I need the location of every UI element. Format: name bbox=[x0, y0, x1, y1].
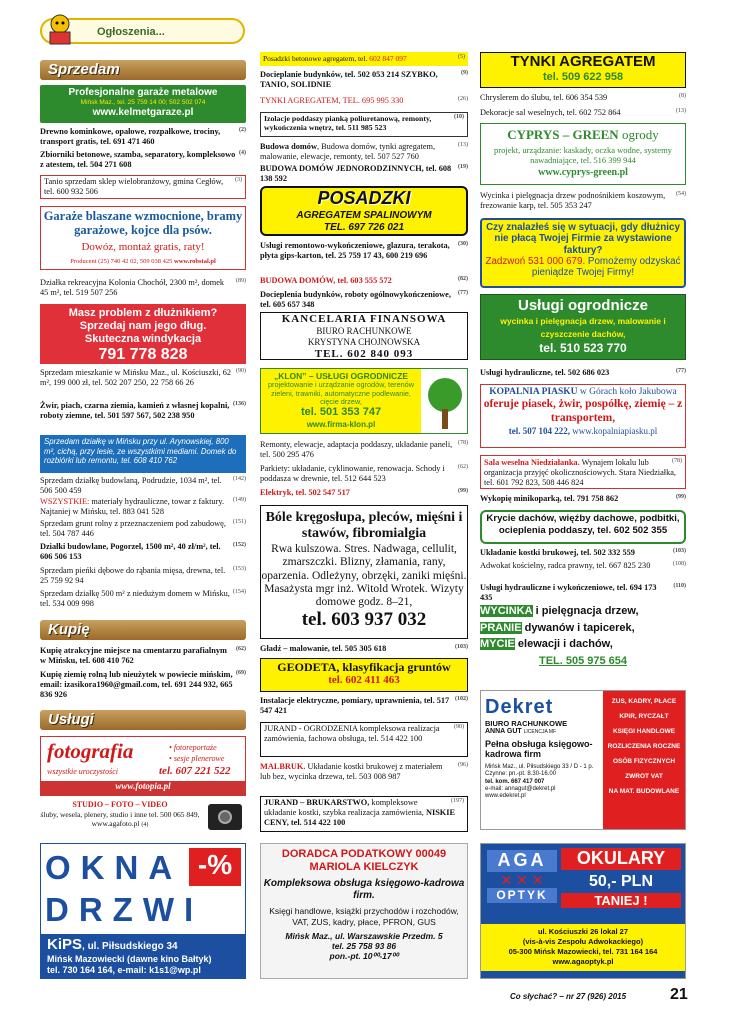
ad-wycinka: WYCINKA i pielęgnacja drzew, PRANIE dywanów i tapicerek, MYCIE elewacji i dachów, TEL. 505 975 654 bbox=[480, 605, 639, 667]
ad-item: (89) Działka rekreacyjna Kolonia Chochół, 2300 m², domek 45 m², tel. 519 507 256 bbox=[40, 278, 246, 297]
ad-item: (153) Sprzedam pieńki dębowe do rąbania mięsa, drewna, tel. 25 759 92 94 bbox=[40, 566, 246, 585]
ad-item: (19) BUDOWA DOMÓW JEDNORODZINNYCH, tel. 608 138 592 bbox=[260, 164, 468, 183]
dekret-service-item: KPiR, RYCZAŁT bbox=[619, 712, 669, 720]
dekret-service-item: ZUS, KADRY, PŁACE bbox=[611, 698, 677, 705]
ad-item: (90) JURAND - OGRODZENIA kompleksowa realizacja zamówienia, fachowa obsługa, tel. 514 422 100 bbox=[260, 722, 468, 757]
ad-item: (69) Kupię ziemię rolną lub nieużytek w powiecie mińskim, email: izasikora1960@gmail.com, tel. 691 244 932, 665 836 926 bbox=[40, 670, 246, 699]
issue-info: Co słychać? – nr 27 (926) 2015 bbox=[510, 992, 627, 1001]
ad-uslugi-ogrodnicze: Usługi ogrodnicze wycinka i pielęgnacja drzew, malowanie i czyszczenie dachów, tel. 510 523 770 bbox=[480, 294, 686, 360]
ad-item: (26) TYNKI AGREGATEM, TEL. 695 995 330 bbox=[260, 96, 468, 105]
ad-item: (54) Wycinka i pielęgnacja drzew podnośnikiem koszowym, frezowanie karp, tel. 505 353 247 bbox=[480, 191, 686, 210]
ad-masaz: Bóle kręgosłupa, pleców, mięśni i stawów, fibromialgia Rwa kulszowa. Stres. Nadwaga, cellulit, zmarszczki. Blizny, złamania, rany, oparzenia. Odleżyny, obrzęki, zaniki mięśni. Masażysta mgr inż. Witold Wrotek. Wizyty domowe godz. 8–21, tel. 603 937 032 bbox=[260, 505, 468, 639]
ad-item: (154) Sprzedam działkę 500 m² z niedużym domem w Mińsku, tel. 534 009 998 bbox=[40, 589, 246, 608]
ad-item: (62) Parkiety: układanie, cyklinowanie, renowacja. Schody i poddasza w drewnie, tel. 512 644 523 bbox=[260, 464, 468, 483]
tree-icon bbox=[425, 375, 465, 431]
ad-item: (8) Chryslerem do ślubu, tel. 606 354 539 bbox=[480, 93, 686, 102]
ad-item: (142) Sprzedam działkę budowlaną, Podrudzie, 1034 m², tel. 506 500 459 bbox=[40, 476, 246, 495]
ad-item: (13) Budowa domów, Budowa domów, tynki agregatem, malowanie, elewacje, remonty, tel. 507 527 760 bbox=[260, 142, 468, 161]
ad-item: (152) Działki budowlane, Pogorzel, 1500 m², 40 zł/m², tel. 606 506 153 bbox=[40, 542, 246, 561]
ad-sala: (78) Sala weselna Niedziałanka. Wynajem lokalu lub organizacja przyjęć okolicznościowych. Stara Niedziałka, tel. 601 792 823, 508 446 824 bbox=[480, 455, 686, 489]
dekret-service-list bbox=[603, 691, 685, 829]
ad-item: (108) Adwokat kościelny, radca prawny, tel. 667 825 230 bbox=[480, 561, 686, 570]
page-number: 21 bbox=[670, 986, 688, 1003]
ad-item: (149) WSZYSTKIE: materiały hydrauliczne, towar z faktury. Najtaniej w Mińsku, tel. 883 041 528 bbox=[40, 497, 246, 516]
ad-kancelaria: KANCELARIA FINANSOWA BIURO RACHUNKOWE KRYSTYNA CHOJNOWSKA TEL. 602 840 093 bbox=[260, 312, 468, 360]
dekret-service-item: ZWROT VAT bbox=[625, 772, 663, 780]
section-sprzedam: Sprzedam bbox=[40, 60, 246, 80]
ad-dekret: Dekret BIURO RACHUNKOWE ANNA GUT LICENCJA MF Pełna obsługa księgowo-kadrowa firm Mińsk Maz., ul. Piłsudskiego 33 / D - 1 p. Czynne: pn.-pt. 8.30-16.00 tel. kom. 667 417 007 e-mail: annagut@dekret.pl www.edekret.pl ZUS, KADRY, PŁACE KPiR, RYCZAŁT KSIĘGI HANDLOWE ROZLICZENIA ROCZNE OSÓB FIZYCZNYCH ZWROT VAT NA MAT. BUDOWLANE bbox=[480, 690, 686, 830]
dekret-service-item: KSIĘGI HANDLOWE bbox=[612, 727, 676, 735]
ad-item: (103) Układanie kostki brukowej, tel. 502 332 559 bbox=[480, 548, 686, 557]
ad-okna-drzwi: OKNA -% DRZWI KiPS, ul. Piłsudskiego 34 Mińsk Mazowiecki (dawne kino Bałtyk) tel. 730 164 164, e-mail: k1s1@wp.pl bbox=[40, 843, 246, 979]
header-title: Ogłoszenia... bbox=[97, 26, 165, 38]
ad-cyprys: CYPRYS – GREEN ogrody projekt, urządzanie: kaskady, oczka wodne, systemy nawadniające, tel. 516 399 944 www.cyprys-green.pl bbox=[480, 123, 686, 185]
ad-item: (96) MALBRUK. Układanie kostki brukowej z materiałem lub bez, wycinka drzewa, tel. 503 008 987 bbox=[260, 762, 468, 781]
dekret-service-item: NA MAT. BUDOWLANE bbox=[608, 787, 680, 795]
ad-item: (99) Wykopię minikoparką, tel. 791 758 862 bbox=[480, 494, 686, 503]
ad-item: (10) Izolacje poddaszy pianką poliuretanową, remonty, wykończenia wnętrz, tel. 511 985 523 bbox=[260, 112, 468, 137]
dekret-service-item: ROZLICZENIA ROCZNE bbox=[607, 742, 681, 750]
dekret-service-item: OSÓB FIZYCZNYCH bbox=[612, 757, 676, 765]
ad-debt-collection: Masz problem z dłużnikiem? Sprzedaj nam jego dług. Skuteczna windykacja 791 778 828 bbox=[40, 304, 246, 364]
ad-item: (5) Posadzki betonowe agregatem, tel. 602 847 097 bbox=[260, 52, 468, 66]
ad-fotografia: fotografia • fotoreportaże • sesje plenerowe wszystkie uroczystości tel. 607 221 522 www.fotopia.pl bbox=[40, 736, 246, 796]
ad-aga-optyk: AGA ✕ ✕ ✕ OPTYK OKULARY 50,- PLN TANIEJ ! ul. Kościuszki 26 lokal 27 (vis-à-vis Zespołu Adwokackiego) 05-300 Mińsk Mazowiecki, tel. 731 164 164 www.agaoptyk.pl bbox=[480, 843, 686, 979]
ad-kopalnia: KOPALNIA PIASKU w Górach koło Jakubowa oferuje piasek, żwir, pospółkę, ziemię – z transportem, tel. 507 104 222, www.kopalniapiasku.pl bbox=[480, 384, 686, 448]
ad-item: (90) Sprzedam mieszkanie w Mińsku Maz., ul. Kościuszki, 62 m², 199 000 zł, tel. 502 207 250, 22 758 66 26 bbox=[40, 368, 246, 387]
section-uslugi: Usługi bbox=[40, 710, 246, 730]
ad-item: (9) Docieplanie budynków, tel. 502 053 214 SZYBKO, TANIO, SOLIDNIE bbox=[260, 70, 468, 89]
ad-item: (110) Usługi hydrauliczne i wykończeniowe, tel. 694 173 435 bbox=[480, 583, 686, 602]
ad-studio: STUDIO – FOTO – VIDEO śluby, wesela, plenery, studio i inne tel. 500 065 849, www.agafoto.pl (4) bbox=[40, 800, 246, 834]
ad-item: (151) Sprzedam grunt rolny z przeznaczeniem pod zabudowę, tel. 504 787 446 bbox=[40, 519, 246, 538]
ad-item: (103) Gładź – malowanie, tel. 505 305 618 bbox=[260, 644, 468, 653]
ad-tin-garages: Garaże blaszane wzmocnione, bramy garażowe, kojce dla psów. Dowóz, montaż gratis, raty! Producent (25) 740 42 02, 509 038 425 www.robstal.pl bbox=[40, 206, 246, 270]
ad-item: (62) Kupię atrakcyjne miejsce na cmentarzu parafialnym w Mińsku, tel. 608 410 762 bbox=[40, 646, 246, 665]
camera-icon bbox=[208, 804, 242, 830]
ad-plot-blue: Sprzedam działkę w Mińsku przy ul. Arynowskiej, 800 m², cichą, przy lesie, ze wszystkimi mediami. Domek do rozbiórki lub remontu, tel. 608 410 762 bbox=[40, 435, 246, 473]
ad-garages: Profesjonalne garaże metalowe Mińsk Maz., tel. 25 759 14 00; 502 502 074 www.kelmetgaraze.pl bbox=[40, 85, 246, 123]
ad-geodeta: GEODETA, klasyfikacja gruntów tel. 602 411 463 bbox=[260, 658, 468, 692]
ad-item: (4) Zbiorniki betonowe, szamba, separatory, kompleksowo z atestem, tel. 504 271 608 bbox=[40, 150, 246, 169]
ad-item: (2) Drewno kominkowe, opałowe, rozpałkowe, trociny, transport gratis, tel. 691 471 460 bbox=[40, 127, 246, 146]
ad-item: (136) Żwir, piach, czarna ziemia, kamień z własnej kopalni, roboty ziemne, tel. 501 597 567, 502 238 950 bbox=[40, 401, 246, 420]
section-kupie: Kupię bbox=[40, 620, 246, 640]
mascot-logo-icon bbox=[38, 12, 82, 48]
ad-item: (77) Usługi hydrauliczne, tel. 502 686 023 bbox=[480, 368, 686, 377]
ad-item: (78) Remonty, elewacje, adaptacja poddaszy, układanie paneli, tel. 500 295 476 bbox=[260, 440, 468, 459]
ad-klon: „KLON” – USŁUGI OGRODNICZE projektowanie i urządzanie ogrodów, terenów zieleni, trawniki, automatyczne podlewanie, cięcie drzew, tel. 501 353 747 www.firma-klon.pl bbox=[260, 368, 468, 434]
ad-debt-firm: Czy znalazłeś się w sytuacji, gdy dłużnicy nie płacą Twojej Firmie za wystawione faktury? Zadzwoń 531 000 679. Pomożemy odzyskać pieniądze Twojej Firmy! bbox=[480, 218, 686, 288]
ad-krycie: Krycie dachów, więźby dachowe, podbitki, ocieplenia poddaszy, tel. 602 502 355 bbox=[480, 510, 686, 544]
ad-tynki: TYNKI AGREGATEM tel. 509 622 958 bbox=[480, 52, 686, 88]
ad-item: (102) Instalacje elektryczne, pomiary, uprawnienia, tel. 517 547 421 bbox=[260, 696, 468, 715]
ad-item: (3) Tanio sprzedam sklep wielobranżowy, gmina Cegłów, tel. 600 932 506 bbox=[40, 175, 246, 199]
ad-doradca: DORADCA PODATKOWY 00049 MARIOLA KIELCZYK Kompleksowa obsługa księgowo-kadrowa firm. Księgi handlowe, książki przychodów i rozchodów, VAT, ZUS, kadry, płace, PFRON, GUS Mińsk Maz., ul. Warszawskie Przedm. 5 tel. 25 758 93 86 pon.-pt. 10⁰⁰-17⁰⁰ bbox=[260, 843, 468, 979]
ad-item: (99) Elektryk, tel. 502 547 517 bbox=[260, 488, 468, 497]
ad-item: (77) Docieplenia budynków, roboty ogólnowykończeniowe, tel. 605 657 348 bbox=[260, 290, 468, 309]
ad-item: (30) Usługi remontowo-wykończeniowe, glazura, terakota, płyta gips-karton, tel. 25 759 17 43, 600 219 696 bbox=[260, 241, 468, 260]
ad-item: (13) Dekoracje sal weselnych, tel. 602 752 864 bbox=[480, 108, 686, 117]
ad-item: (197) JURAND – BRUKARSTWO, kompleksowe układanie kostki, szybka realizacja zamówienia, NISKIE CENY, tel. 514 422 100 bbox=[260, 796, 468, 832]
ad-item: (82) BUDOWA DOMÓW, tel. 603 555 572 bbox=[260, 276, 468, 285]
ad-posadzki: POSADZKI AGREGATEM SPALINOWYM TEL. 697 726 021 bbox=[260, 186, 468, 236]
